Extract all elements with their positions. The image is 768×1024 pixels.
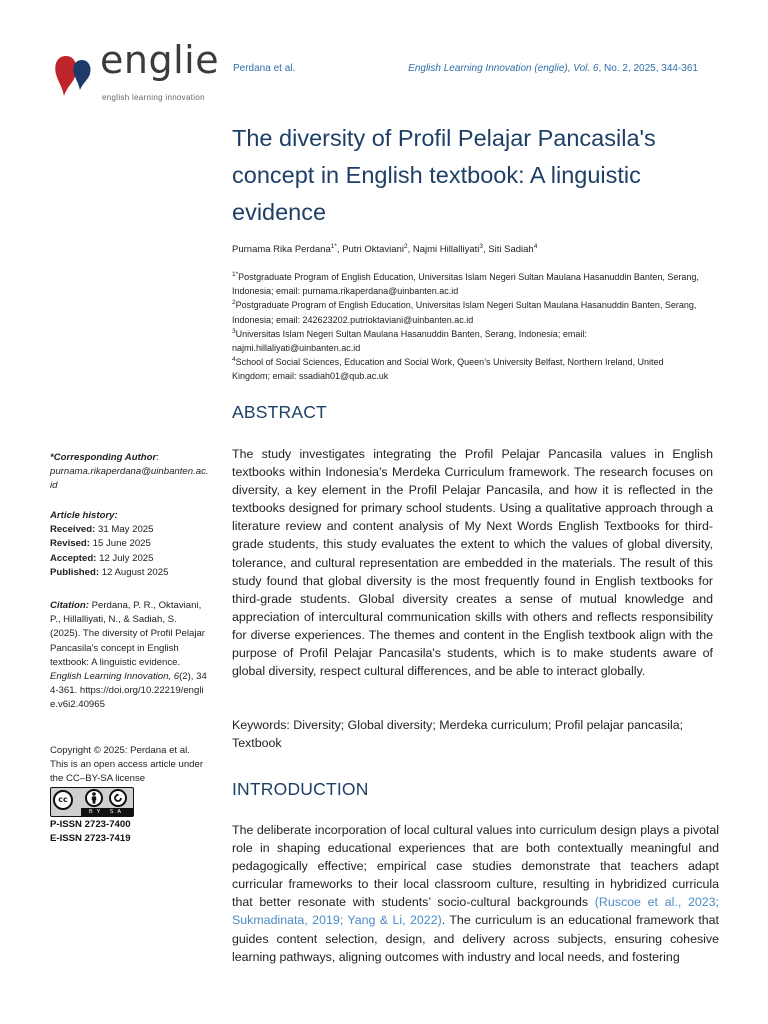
- author-name: Najmi Hillalliyati: [412, 244, 480, 255]
- introduction-heading: INTRODUCTION: [232, 779, 369, 799]
- author-name: Siti Sadiah: [488, 244, 534, 255]
- journal-logo: [52, 38, 220, 104]
- author-list: Purnama Rika Perdana$^{1*}$, Putri Oktaviani$^2$, Najmi Hillalliyati$^3$, Siti Sadiah$^4$: [232, 242, 538, 255]
- author-sup: 2: [403, 242, 408, 250]
- cc-by-sa-license-badge[interactable]: [50, 787, 134, 817]
- introduction-text: [232, 821, 719, 966]
- corresponding-author: [50, 451, 210, 494]
- affiliation-text: Universitas Islam Negeri Sultan Maulana Hasanuddin Banten, Serang, Indonesia; email: najmi.hillaliyati@uinbanten.ac.id: [232, 328, 587, 354]
- affiliation-sup: 2: [232, 299, 236, 307]
- journal-reference: [390, 63, 698, 74]
- history-item-label: Revised:: [50, 538, 90, 550]
- corresponding-email[interactable]: purnama.rikaperdana@uinbanten.ac.id: [50, 466, 209, 492]
- affiliation-text: Postgraduate Program of English Education, Universitas Islam Negeri Sultan Maulana Hasanuddin Banten, Serang, Indonesia; email: 242623202.putrioktaviani@uinbanten.ac.id: [232, 300, 697, 325]
- print-issn: P-ISSN 2723-7400: [50, 819, 131, 830]
- author-name: Purnama Rika Perdana: [232, 244, 331, 255]
- issn-block: [50, 818, 210, 846]
- author-sup: 4: [533, 242, 538, 250]
- affiliation: [232, 327, 702, 355]
- history-label: Article history:: [50, 510, 118, 521]
- corresponding-colon: :: [156, 452, 159, 463]
- history-item-label: Published:: [50, 566, 100, 578]
- abstract-text: The study investigates integrating the Profil Pelajar Pancasila values in English textbooks within Indonesia's Merdeka Curriculum framework. The research focuses on diversity, a key element in the Profil Pelajar Pancasila, and how it is reflected in the textbooks designed for primary school students. Using a qualitative approach through a literature review and content analysis of My Next Words English Textbooks for third-grade students, this study evaluates the extent to which the values of global diversity, tolerance, and cultural representation are embedded in the materials. The result of this study found that global diversity is the most frequently found in English textbooks for third-grade students. Global diversity creates a sense of mutual knowledge and appreciation of intercultural communication skills with others and reflects responsibility for diverse experiences. The themes and content in the English textbook align with the purpose of Profil Pelajar Pancasila's students, which is to make students aware of global diversity, respect cultural differences, and be able to interact globally.: [232, 447, 713, 679]
- history-item-date: 12 August 2025: [101, 566, 169, 578]
- article-history: [50, 509, 210, 580]
- running-author: Perdana et al.: [233, 63, 296, 74]
- intro-text-part: . The curriculum is an educational framework that guides content selection, design, and delivery across subjects, ensuring cohesive learning pathways, aligning outcomes with industry and local needs, and fostering: [232, 913, 719, 964]
- cc-icon: cc: [53, 790, 73, 810]
- author-sup: 1*: [330, 242, 337, 250]
- sa-icon: [109, 789, 127, 807]
- keywords: Keywords: Diversity; Global diversity; Merdeka curriculum; Profil pelajar pancasila; Textbook: [232, 718, 684, 751]
- history-item-label: Received:: [50, 524, 96, 536]
- affiliation-sup: 3: [232, 327, 236, 335]
- citation-link[interactable]: (Ruscoe et al., 2023; Sukmadinata, 2019; Yang & Li, 2022): [232, 895, 719, 928]
- affiliation-sup: 4: [232, 356, 236, 364]
- affiliation-text: Postgraduate Program of English Education, Universitas Islam Negeri Sultan Maulana Hasanuddin Banten, Serang, Indonesia; email: purnama.rikaperdana@uinbanten.ac.id: [232, 272, 699, 297]
- history-item-label: Accepted:: [50, 552, 97, 564]
- copyright-notice: Copyright © 2025: Perdana et al. This is an open access article under the CC–BY-SA license: [50, 745, 204, 785]
- journal-issue: , No. 2, 2025, 344-361: [598, 63, 698, 74]
- by-person-icon: [85, 789, 103, 807]
- affiliation-text: School of Social Sciences, Education and Social Work, Queen’s University Belfast, Northern Ireland, United Kingdom; email: ssadiah01@qub.ac.uk: [232, 357, 664, 382]
- electronic-issn: E-ISSN 2723-7419: [50, 833, 131, 844]
- author-name: Putri Oktaviani: [342, 244, 404, 255]
- journal-name: English Learning Innovation (englie), Vol. 6: [408, 63, 599, 74]
- abstract-heading: ABSTRACT: [232, 402, 327, 422]
- affiliation: [232, 270, 702, 298]
- logo-wordmark: englie: [100, 38, 220, 82]
- affiliation: [232, 298, 702, 326]
- affiliations: [232, 270, 702, 384]
- logo-tagline: english learning innovation: [102, 93, 205, 102]
- corresponding-label: *Corresponding Author: [50, 452, 157, 463]
- affiliation-sup: 1*: [232, 271, 239, 278]
- citation-label: Citation:: [50, 600, 89, 611]
- affiliation: [232, 355, 702, 383]
- license-strip: BY SA: [81, 808, 133, 816]
- history-item-date: 15 June 2025: [92, 538, 151, 550]
- speech-bubble-logo-icon: [52, 52, 100, 100]
- citation-doi[interactable]: (2), 344-361. https://doi.org/10.22219/englie.v6i2.40965: [50, 671, 207, 711]
- history-item-date: 31 May 2025: [98, 524, 154, 536]
- article-title: The diversity of Profil Pelajar Pancasila's concept in English textbook: A linguistic evidence: [232, 125, 656, 225]
- intro-text-part: The deliberate incorporation of local cultural values into curriculum design plays a pivotal role in shaping educational experiences that are both contextually meaningful and pedagogically effective; empirical case studies demonstrate that teachers adapt curricular frameworks to their local classroom culture, resulting in hybridized curricula that better resonate with students’ socio-cultural backgrounds: [232, 823, 719, 910]
- citation-text: Perdana, P. R., Oktaviani, P., Hillalliyati, N., & Sadiah, S. (2025). The diversity of Profil Pelajar Pancasila's concept in English textbook: A linguistic evidence.: [50, 600, 205, 668]
- history-item-date: 12 July 2025: [99, 552, 154, 564]
- citation-block: [50, 599, 208, 713]
- citation-journal: English Learning Innovation, 6: [50, 671, 180, 683]
- author-sup: 3: [479, 242, 484, 250]
